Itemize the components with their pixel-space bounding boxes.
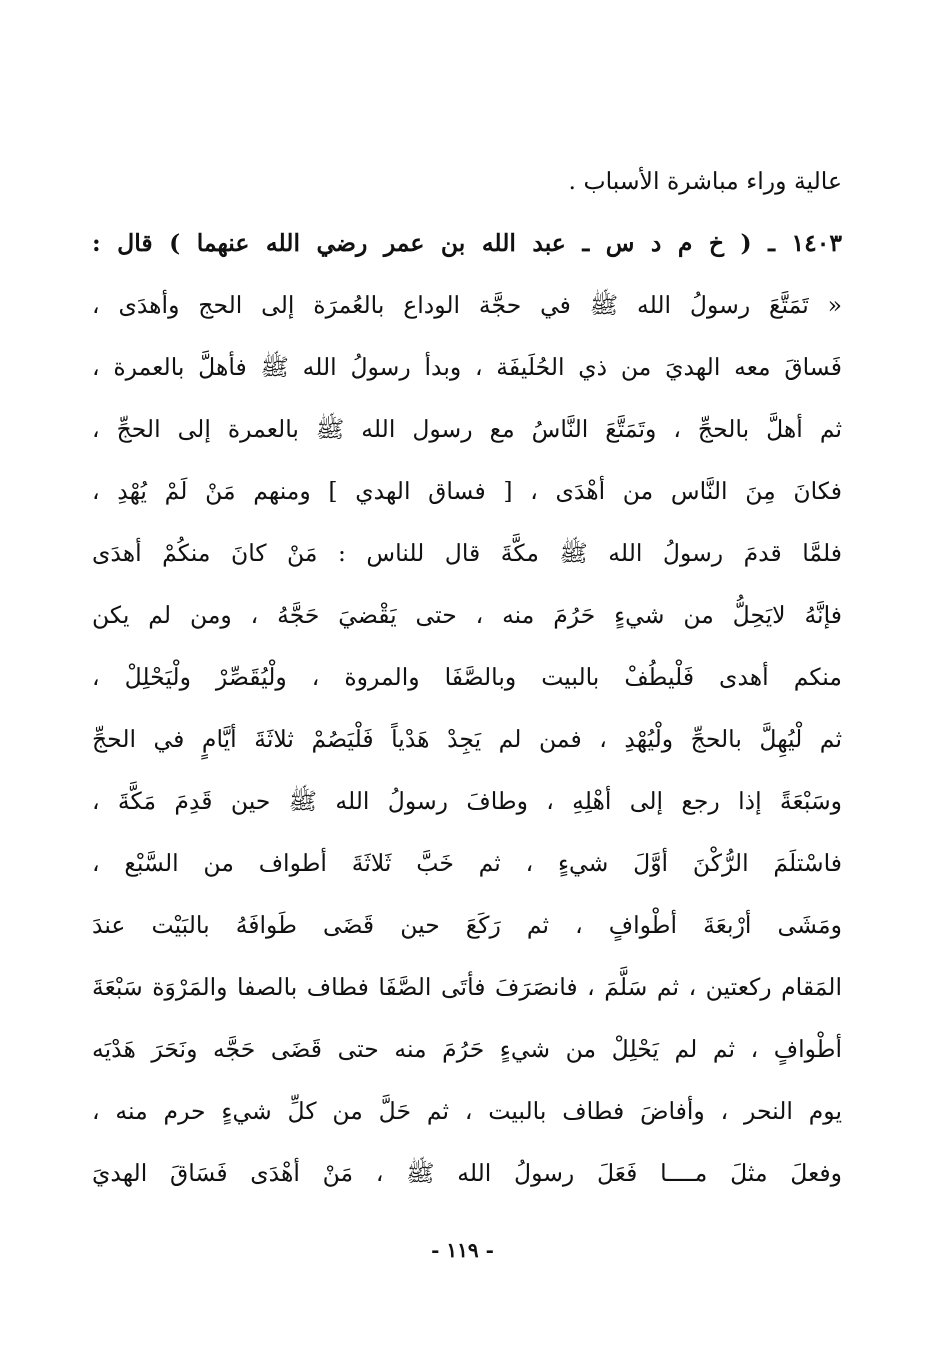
text-line: المَقام ركعتين ، ثم سَلَّمَ ، فانصَرَفَ فأتَى الصَّفَا فطاف بالصفا والمَرْوَة سَبْعَةَ bbox=[92, 973, 842, 1001]
page-number: - ١١٩ - bbox=[431, 1238, 494, 1262]
text-line: وسَبْعَةً إذا رجع إلى أهْلِهِ ، وطافَ رسولُ الله ﷺ حين قَدِمَ مَكَّةَ ، bbox=[92, 787, 842, 815]
text-body bbox=[92, 150, 842, 1204]
text-line: منكم أهدى فَلْيطُفْ بالبيت وبالصَّفَا والمروة ، ولْيُقَصِّرْ ولْيَحْلِلْ ، bbox=[92, 663, 842, 691]
text-line: ثم أهلَّ بالحجِّ ، وتَمَتَّعَ النَّاسُ مع رسول الله ﷺ بالعمرة إلى الحجِّ ، bbox=[92, 415, 842, 443]
hadith-heading: ١٤٠٣ ـ ( خ م د س ـ عبد الله بن عمر رضي الله عنهما ) قال : bbox=[92, 229, 842, 257]
text-line: ومَشَى أرْبعَةَ أطْوافٍ ، ثم رَكَعَ حين قَضَى طَوافَهُ بالبَيْت عندَ bbox=[92, 911, 842, 939]
text-line-continuation: عالية وراء مباشرة الأسباب . bbox=[568, 167, 842, 195]
text-line: « تَمَتَّعَ رسولُ الله ﷺ في حجَّة الوداع بالعُمرَة إلى الحج وأهدَى ، bbox=[92, 291, 842, 319]
text-line: فاسْتلَمَ الرُّكْنَ أوَّلَ شيءٍ ، ثم خَبَّ ثَلاثَةَ أطواف من السَّبْع ، bbox=[92, 849, 842, 877]
text-line: يوم النحر ، وأفاضَ فطاف بالبيت ، ثم حَلَّ من كلِّ شيءٍ حرم منه ، bbox=[92, 1097, 842, 1125]
text-line: فَساقَ معه الهديَ من ذي الحُلَيفَة ، وبدأ رسولُ الله ﷺ فأهلَّ بالعمرة ، bbox=[92, 353, 842, 381]
text-line: أطْوافٍ ، ثم لم يَحْلِلْ من شيءٍ حَرُمَ منه حتى قَضَى حَجَّه ونَحَرَ هَدْيَه bbox=[92, 1035, 842, 1063]
text-line: وفعلَ مثلَ مــــا فَعَلَ رسولُ الله ﷺ ، مَنْ أهْدَى فَسَاقَ الهديَ bbox=[92, 1159, 842, 1187]
text-line: فإنَّهُ لايَحِلُّ من شيءٍ حَرُمَ منه ، حتى يَقْضيَ حَجَّهُ ، ومن لم يكن bbox=[92, 601, 842, 629]
text-line: فلمَّا قدمَ رسولُ الله ﷺ مكَّةَ قال للناس : مَنْ كانَ منكُمْ أهدَى bbox=[92, 539, 842, 567]
text-line: فكانَ مِنَ النَّاس من أهْدَى ، [ فساق الهدي ] ومنهم مَنْ لَمْ يُهْدِ ، bbox=[92, 477, 842, 505]
text-line: ثم لْيُهِلَّ بالحجِّ ولْيُهْدِ ، فمن لم يَجِدْ هَدْياً فَلْيَصُمْ ثلاثَةَ أيَّامٍ في الحجِّ bbox=[92, 725, 842, 753]
